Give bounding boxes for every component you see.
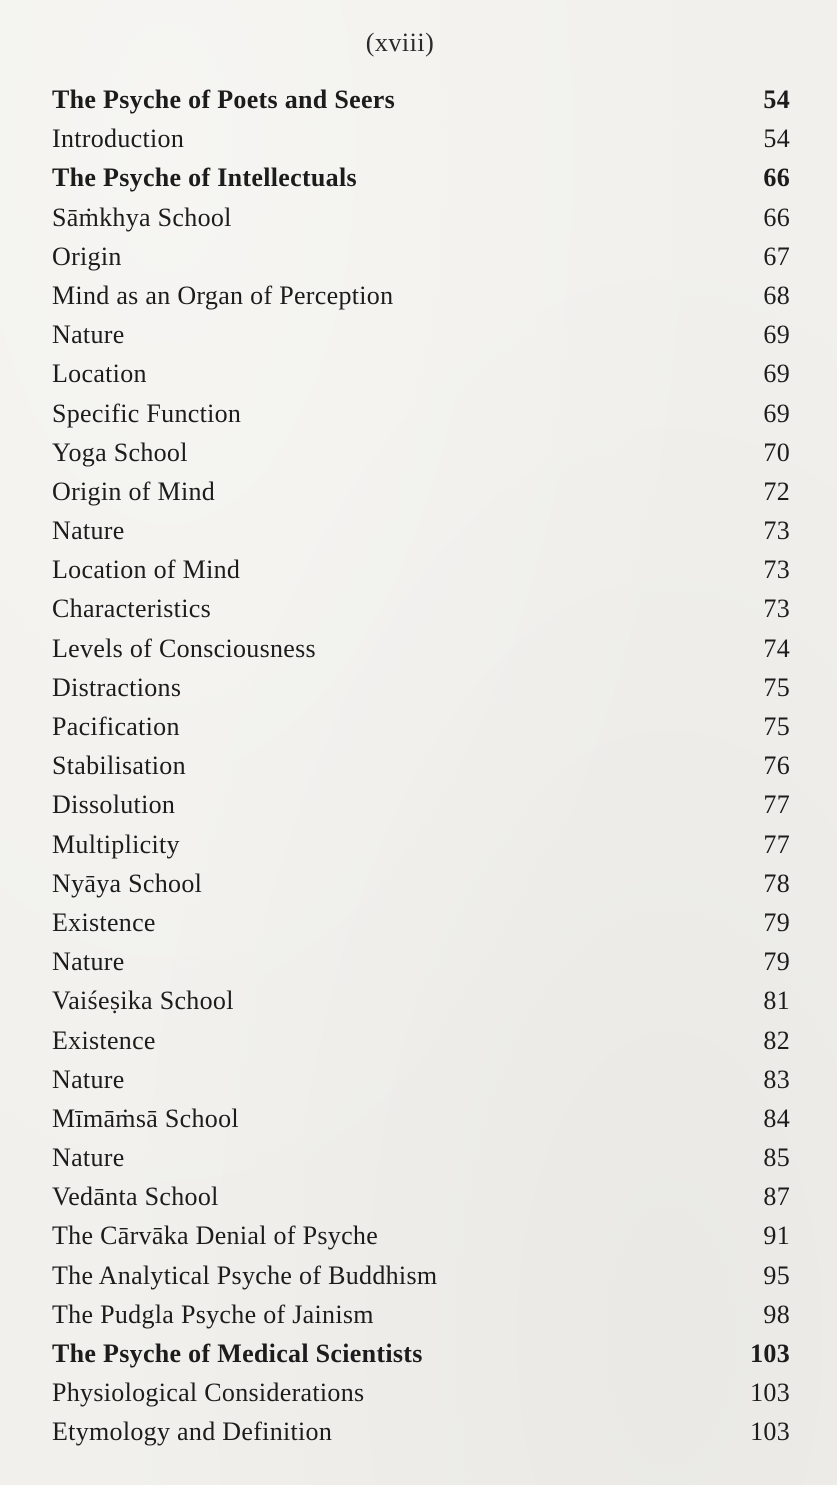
toc-entry-title: Nature [52, 947, 125, 977]
toc-entry-page-number: 76 [763, 751, 790, 781]
toc-section-heading [52, 74, 790, 113]
toc-entry-title: Stabilisation [52, 751, 186, 781]
toc-entry [52, 1367, 790, 1406]
toc-entry [52, 270, 790, 309]
toc-entry [52, 388, 790, 427]
toc-entry-title: Yoga School [52, 437, 188, 467]
toc-entry-page-number: 73 [763, 555, 790, 585]
toc-entry-title: Nyāya School [52, 868, 203, 898]
toc-entry-page-number: 75 [763, 712, 790, 741]
toc-entry-page-number: 54 [763, 85, 790, 114]
toc-entry-page-number: 83 [763, 1064, 790, 1094]
toc-entry-title: The Cārvāka Denial of Psyche [52, 1221, 379, 1251]
toc-entry-title: Nature [52, 516, 125, 546]
toc-entry [52, 1093, 790, 1132]
toc-entry-title: Levels of Consciousness [52, 633, 316, 663]
toc-entry [52, 819, 790, 858]
toc-entry [52, 858, 790, 897]
toc-entry-title: Distractions [52, 672, 182, 702]
toc-entry [52, 231, 790, 270]
toc-entry-page-number: 95 [763, 1260, 790, 1290]
toc-entry-title: Origin of Mind [52, 476, 216, 506]
toc-entry [52, 1250, 790, 1289]
toc-entry [52, 505, 790, 544]
toc-entry-title: Specific Function [52, 398, 242, 428]
toc-entry-page-number: 98 [763, 1299, 790, 1329]
toc-entry-title: Nature [52, 320, 125, 350]
toc-entry-title: Nature [52, 1064, 125, 1094]
toc-entry [52, 192, 790, 231]
toc-entry-title: Sāṁkhya School [52, 202, 232, 232]
toc-entry-title: Etymology and Definition [52, 1417, 333, 1447]
table-of-contents [52, 74, 790, 1446]
toc-entry [52, 1171, 790, 1210]
toc-entry-title: Characteristics [52, 594, 211, 624]
toc-entry-page-number: 70 [763, 437, 790, 467]
toc-entry-page-number: 78 [763, 868, 790, 898]
toc-entry-title: Existence [52, 907, 156, 937]
toc-entry-page-number: 85 [763, 1143, 790, 1173]
toc-entry [52, 1054, 790, 1093]
page-number: (xviii) [365, 28, 435, 57]
toc-entry-page-number: 91 [763, 1221, 790, 1251]
toc-entry-page-number: 103 [750, 1339, 790, 1368]
toc-entry-page-number: 73 [763, 516, 790, 546]
toc-entry-title: Pacification [52, 712, 180, 741]
toc-entry-title: The Psyche of Poets and Seers [52, 85, 396, 114]
toc-entry [52, 701, 790, 740]
toc-entry-page-number: 103 [750, 1378, 790, 1408]
toc-entry-title: Introduction [52, 124, 185, 154]
toc-entry-page-number: 84 [763, 1103, 790, 1133]
toc-entry-title: Mind as an Organ of Perception [52, 280, 394, 310]
toc-entry [52, 975, 790, 1014]
toc-entry [52, 309, 790, 348]
toc-entry-title: Location [52, 359, 147, 389]
toc-entry-page-number: 87 [763, 1182, 790, 1212]
toc-entry [52, 427, 790, 466]
toc-entry-title: The Analytical Psyche of Buddhism [52, 1260, 438, 1290]
toc-entry-page-number: 69 [763, 359, 790, 389]
toc-section-heading [52, 1328, 790, 1367]
toc-entry-title: Dissolution [52, 790, 176, 820]
toc-entry [52, 1132, 790, 1171]
toc-entry-title: Mīmāṁsā School [52, 1103, 239, 1133]
toc-entry-page-number: 103 [750, 1417, 790, 1447]
toc-entry-page-number: 66 [763, 163, 790, 193]
toc-entry-page-number: 79 [763, 947, 790, 977]
toc-entry [52, 740, 790, 779]
toc-entry-title: Location of Mind [52, 555, 241, 585]
toc-entry [52, 1015, 790, 1054]
toc-entry-title: Existence [52, 1025, 156, 1055]
toc-entry-title: Vaiśeṣika School [52, 986, 234, 1016]
toc-entry-page-number: 77 [763, 790, 790, 820]
toc-entry-page-number: 69 [763, 398, 790, 428]
toc-entry [52, 544, 790, 583]
toc-entry-page-number: 79 [763, 907, 790, 937]
toc-entry-page-number: 73 [763, 594, 790, 624]
toc-entry-page-number: 54 [763, 124, 790, 154]
toc-entry-title: The Psyche of Medical Scientists [52, 1339, 423, 1368]
toc-section-heading [52, 152, 790, 191]
toc-entry-page-number: 66 [763, 202, 790, 232]
toc-entry-title: The Psyche of Intellectuals [52, 163, 357, 193]
toc-entry [52, 936, 790, 975]
toc-entry-title: Nature [52, 1143, 125, 1173]
toc-entry-title: Multiplicity [52, 829, 180, 859]
toc-entry-page-number: 68 [763, 280, 790, 310]
toc-entry [52, 1210, 790, 1249]
toc-entry-page-number: 69 [763, 320, 790, 350]
toc-entry [52, 779, 790, 818]
toc-entry [52, 113, 790, 152]
toc-entry [52, 1289, 790, 1328]
toc-entry-title: The Pudgla Psyche of Jainism [52, 1299, 374, 1329]
toc-entry-title: Vedānta School [52, 1182, 219, 1212]
toc-entry [52, 466, 790, 505]
toc-entry [52, 662, 790, 701]
toc-entry-title: Origin [52, 241, 122, 271]
toc-entry [52, 583, 790, 622]
toc-entry [52, 897, 790, 936]
toc-entry [52, 1406, 790, 1445]
toc-entry [52, 348, 790, 387]
toc-entry-page-number: 81 [763, 986, 790, 1016]
toc-entry-page-number: 72 [763, 476, 790, 506]
toc-entry [52, 623, 790, 662]
toc-entry-page-number: 74 [763, 633, 790, 663]
toc-entry-title: Physiological Considerations [52, 1378, 365, 1408]
toc-entry-page-number: 82 [763, 1025, 790, 1055]
toc-entry-page-number: 75 [763, 672, 790, 702]
toc-entry-page-number: 67 [763, 241, 790, 271]
toc-entry-page-number: 77 [763, 829, 790, 859]
